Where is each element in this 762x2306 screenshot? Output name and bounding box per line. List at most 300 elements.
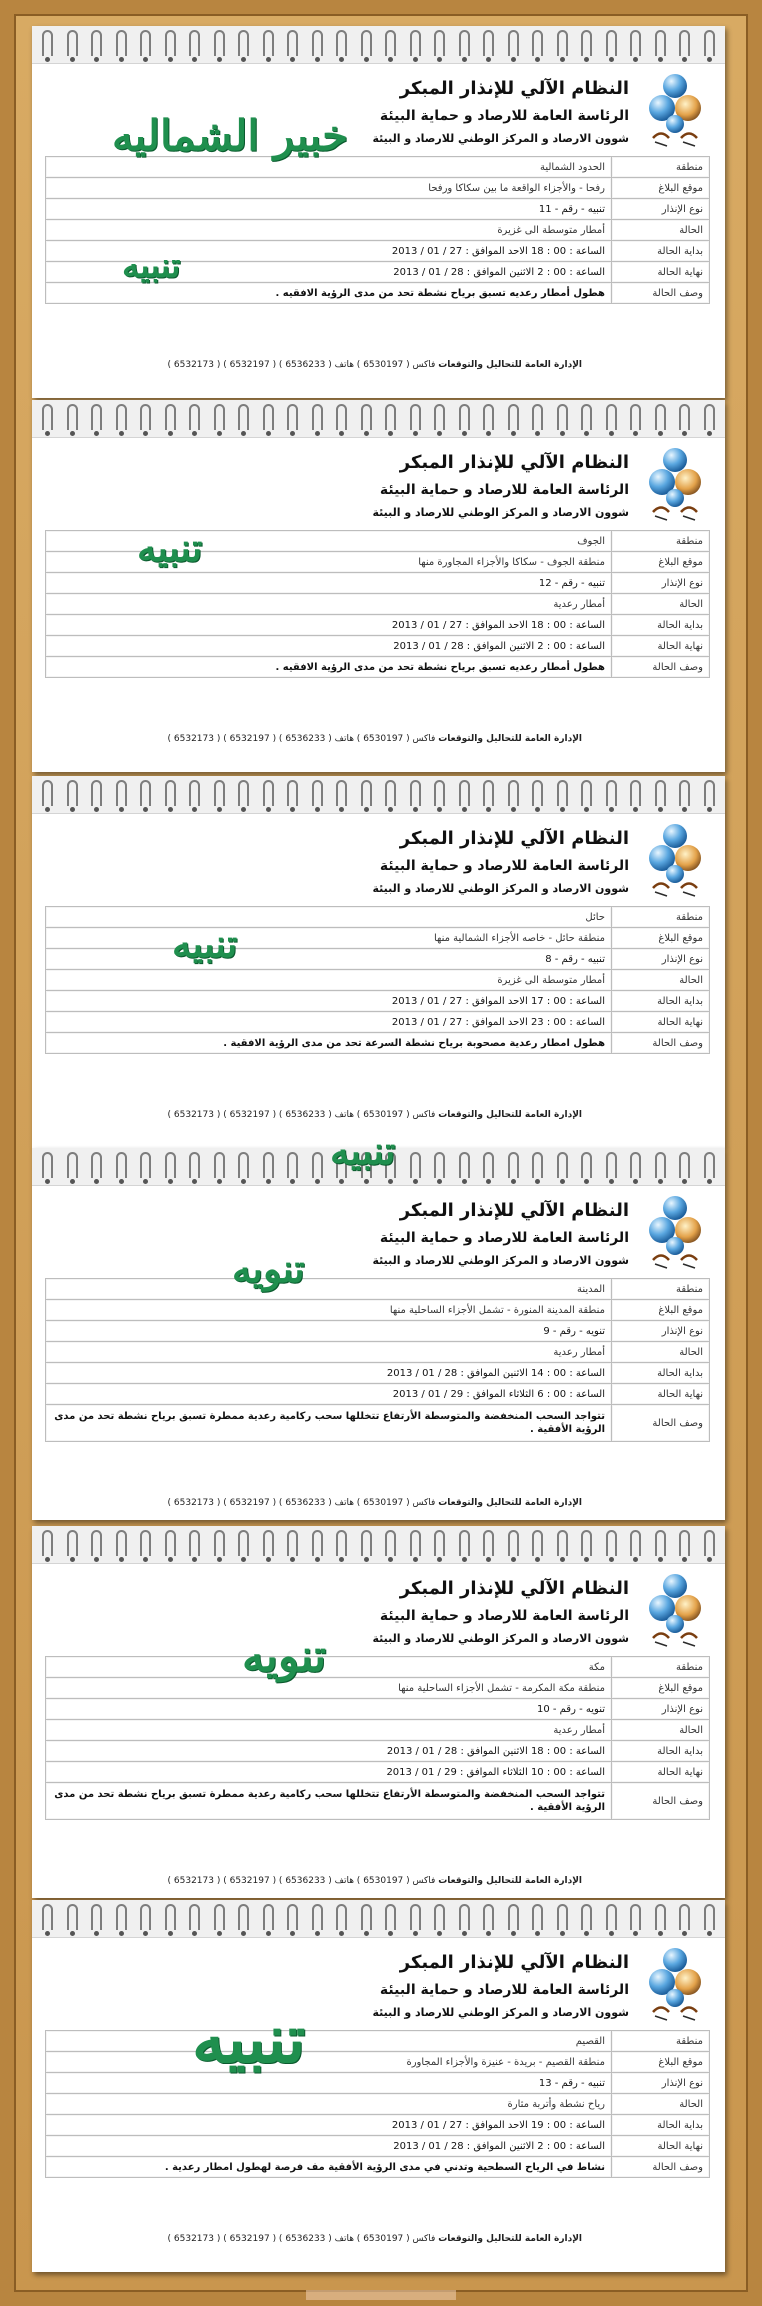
card-content xyxy=(32,1938,725,2272)
binding-ring xyxy=(42,404,53,430)
info-row xyxy=(46,2052,710,2073)
field-value-region: مكة xyxy=(46,1657,612,1678)
system-title: النظام الآلي للإنذار المبكر xyxy=(399,78,629,99)
field-value-location: منطقة الجوف - سكاكا والأجزاء المجاورة منها xyxy=(46,552,612,573)
binding-ring xyxy=(581,1530,592,1556)
binding-ring xyxy=(361,1904,372,1930)
field-label: نهاية الحالة xyxy=(612,636,710,657)
binding-ring xyxy=(336,780,347,806)
binding-ring xyxy=(165,30,176,56)
info-row xyxy=(46,949,710,970)
binding-ring xyxy=(410,1904,421,1930)
binding-ring xyxy=(483,780,494,806)
agency-title: الرئاسة العامة للارصاد و حماية البيئة xyxy=(379,1230,629,1246)
binding-ring xyxy=(655,780,666,806)
binding-ring xyxy=(140,404,151,430)
info-row xyxy=(46,594,710,615)
binding-ring xyxy=(91,1904,102,1930)
info-row xyxy=(46,178,710,199)
field-label: نوع الإنذار xyxy=(612,199,710,220)
field-label: بداية الحالة xyxy=(612,1741,710,1762)
binding-ring xyxy=(655,404,666,430)
binding-ring xyxy=(581,780,592,806)
binding-ring xyxy=(606,1152,617,1178)
field-value-end: الساعة : 00 : 10 الثلاثاء الموافق : 29 / 01 / 2013 xyxy=(46,1762,612,1783)
stamp-annotation: خبير الشماليه xyxy=(112,111,349,160)
binding-ring xyxy=(91,30,102,56)
stamp-annotation: تنويه xyxy=(242,1631,327,1682)
binding-ring xyxy=(116,30,127,56)
field-value-start: الساعة : 00 : 14 الاثنين الموافق : 28 / 01 / 2013 xyxy=(46,1363,612,1384)
field-label: نهاية الحالة xyxy=(612,2136,710,2157)
field-label: منطقة xyxy=(612,1657,710,1678)
info-row xyxy=(46,1720,710,1741)
binding-ring xyxy=(581,404,592,430)
info-row xyxy=(46,1363,710,1384)
card-header xyxy=(372,1574,629,1650)
binding-ring xyxy=(532,780,543,806)
binding-ring xyxy=(459,1530,470,1556)
binding-ring xyxy=(679,1152,690,1178)
agency-title: الرئاسة العامة للارصاد و حماية البيئة xyxy=(379,858,629,874)
system-title: النظام الآلي للإنذار المبكر xyxy=(399,1952,629,1973)
binding-ring xyxy=(483,30,494,56)
binding-ring xyxy=(410,1152,421,1178)
field-value-location: رفحا - والأجزاء الواقعة ما بين سكاكا ورفحا xyxy=(46,178,612,199)
footer-contacts: فاكس ( 6530197 ) هاتف ( 6536233 ) ( 6532197 ) ( 6532173 ) xyxy=(167,1876,436,1886)
alert-table xyxy=(45,906,710,1054)
binding-ring xyxy=(385,1904,396,1930)
field-value-condition: أمطار رعدية xyxy=(46,1342,612,1363)
binding-ring xyxy=(263,1530,274,1556)
field-label: موقع البلاغ xyxy=(612,178,710,199)
field-label: نهاية الحالة xyxy=(612,1384,710,1405)
field-value-location: منطقة القصيم - بريدة - عنيزة والأجزاء المجاورة xyxy=(46,2052,612,2073)
binding-ring xyxy=(42,1530,53,1556)
department-title: شوون الارصاد و المركز الوطني للارصاد و البيئة xyxy=(372,132,629,145)
field-label: وصف الحالة xyxy=(612,283,710,304)
info-row xyxy=(46,1741,710,1762)
field-value-start: الساعة : 00 : 18 الاثنين الموافق : 28 / 01 / 2013 xyxy=(46,1741,612,1762)
department-title: شوون الارصاد و المركز الوطني للارصاد و البيئة xyxy=(372,2006,629,2019)
binding-ring xyxy=(434,404,445,430)
field-label: نهاية الحالة xyxy=(612,1762,710,1783)
binding-ring xyxy=(312,780,323,806)
field-value-region: القصيم xyxy=(46,2031,612,2052)
binding-ring xyxy=(214,30,225,56)
binding-ring xyxy=(67,1152,78,1178)
spiral-binding xyxy=(32,1900,725,1938)
alert-card xyxy=(32,1526,725,1898)
alert-card xyxy=(32,776,725,1148)
card-footer xyxy=(168,2234,582,2244)
logo-icon xyxy=(645,1946,705,2026)
binding-ring xyxy=(704,780,715,806)
binding-ring xyxy=(336,1904,347,1930)
binding-ring xyxy=(704,1152,715,1178)
card-content xyxy=(32,438,725,772)
field-label: منطقة xyxy=(612,2031,710,2052)
department-title: شوون الارصاد و المركز الوطني للارصاد و البيئة xyxy=(372,506,629,519)
alert-card xyxy=(32,400,725,772)
binding-ring xyxy=(336,1530,347,1556)
spiral-binding xyxy=(32,1526,725,1564)
card-header xyxy=(372,1196,629,1272)
field-value-alert-type: تنبيه - رقم - 12 xyxy=(46,573,612,594)
binding-ring xyxy=(91,1530,102,1556)
info-row xyxy=(46,615,710,636)
binding-ring xyxy=(67,780,78,806)
department-title: شوون الارصاد و المركز الوطني للارصاد و البيئة xyxy=(372,882,629,895)
field-label: الحالة xyxy=(612,220,710,241)
spiral-binding xyxy=(32,26,725,64)
field-value-end: الساعة : 00 : 6 الثلاثاء الموافق : 29 / 01 / 2013 xyxy=(46,1384,612,1405)
field-value-description: هطول أمطار رعديه تسبق برياح نشطة تحد من مدى الرؤية الافقيه . xyxy=(46,283,612,304)
field-value-region: المدينة xyxy=(46,1279,612,1300)
field-label: الحالة xyxy=(612,594,710,615)
field-label: منطقة xyxy=(612,907,710,928)
info-row xyxy=(46,1657,710,1678)
field-value-alert-type: تنويه - رقم - 9 xyxy=(46,1321,612,1342)
binding-ring xyxy=(312,1152,323,1178)
field-label: منطقة xyxy=(612,1279,710,1300)
field-label: الحالة xyxy=(612,2094,710,2115)
stamp-annotation: تنويه xyxy=(232,1246,305,1291)
footer-contacts: فاكس ( 6530197 ) هاتف ( 6536233 ) ( 6532197 ) ( 6532173 ) xyxy=(167,2234,436,2244)
binding-ring xyxy=(459,404,470,430)
field-value-location: منطقة حائل - خاصه الأجزاء الشمالية منها xyxy=(46,928,612,949)
info-row xyxy=(46,2136,710,2157)
binding-ring xyxy=(606,780,617,806)
binding-ring xyxy=(581,30,592,56)
binding-ring xyxy=(410,404,421,430)
card-footer xyxy=(168,360,582,370)
binding-ring xyxy=(532,1530,543,1556)
department-title: شوون الارصاد و المركز الوطني للارصاد و البيئة xyxy=(372,1632,629,1645)
field-value-alert-type: تنبيه - رقم - 13 xyxy=(46,2073,612,2094)
card-header xyxy=(372,824,629,900)
field-value-location: منطقة مكة المكرمة - تشمل الأجزاء الساحلية منها xyxy=(46,1678,612,1699)
field-value-description: هطول أمطار رعديه تسبق برياح نشطة تحد من مدى الرؤية الافقيه . xyxy=(46,657,612,678)
binding-ring xyxy=(116,780,127,806)
card-header xyxy=(372,448,629,524)
info-row xyxy=(46,1033,710,1054)
info-row xyxy=(46,1699,710,1720)
binding-ring xyxy=(630,780,641,806)
info-row xyxy=(46,573,710,594)
info-row xyxy=(46,2094,710,2115)
info-row xyxy=(46,1405,710,1442)
field-label: بداية الحالة xyxy=(612,1363,710,1384)
binding-ring xyxy=(214,404,225,430)
field-label: وصف الحالة xyxy=(612,1405,710,1442)
footer-department: الإدارة العامة للتحاليل والتوقعات xyxy=(438,734,582,744)
card-content xyxy=(32,1186,725,1520)
field-value-condition: أمطار رعدية xyxy=(46,594,612,615)
binding-ring xyxy=(189,1152,200,1178)
binding-ring xyxy=(557,1152,568,1178)
field-label: موقع البلاغ xyxy=(612,1300,710,1321)
field-label: منطقة xyxy=(612,531,710,552)
binding-ring xyxy=(508,1904,519,1930)
field-value-region: الحدود الشمالية xyxy=(46,157,612,178)
info-row xyxy=(46,970,710,991)
logo-icon xyxy=(645,446,705,526)
info-row xyxy=(46,2115,710,2136)
binding-ring xyxy=(434,1152,445,1178)
field-label: وصف الحالة xyxy=(612,1783,710,1820)
binding-ring xyxy=(312,404,323,430)
field-label: بداية الحالة xyxy=(612,615,710,636)
alert-card xyxy=(32,26,725,398)
alert-card xyxy=(32,1900,725,2272)
stamp-annotation: تنبيه xyxy=(137,525,203,570)
binding-ring xyxy=(165,1152,176,1178)
agency-title: الرئاسة العامة للارصاد و حماية البيئة xyxy=(379,108,629,124)
field-value-start: الساعة : 00 : 18 الاحد الموافق : 27 / 01 / 2013 xyxy=(46,241,612,262)
binding-ring xyxy=(336,30,347,56)
binding-ring xyxy=(67,404,78,430)
binding-ring xyxy=(42,1904,53,1930)
binding-ring xyxy=(385,1530,396,1556)
binding-ring xyxy=(214,1152,225,1178)
binding-ring xyxy=(238,1152,249,1178)
binding-ring xyxy=(483,404,494,430)
binding-ring xyxy=(679,1530,690,1556)
field-label: موقع البلاغ xyxy=(612,1678,710,1699)
binding-ring xyxy=(606,404,617,430)
spiral-binding xyxy=(32,776,725,814)
binding-ring xyxy=(410,780,421,806)
system-title: النظام الآلي للإنذار المبكر xyxy=(399,1578,629,1599)
stamp-annotation: تنبيه xyxy=(192,2000,306,2078)
binding-ring xyxy=(361,1530,372,1556)
info-row xyxy=(46,1300,710,1321)
binding-ring xyxy=(434,780,445,806)
card-content xyxy=(32,814,725,1148)
binding-ring xyxy=(116,404,127,430)
field-value-description: هطول امطار رعدية مصحوبة برياح نشطة السرعة تحد من مدى الرؤية الافقية . xyxy=(46,1033,612,1054)
binding-ring xyxy=(606,30,617,56)
department-title: شوون الارصاد و المركز الوطني للارصاد و البيئة xyxy=(372,1254,629,1267)
field-value-alert-type: تنبيه - رقم - 11 xyxy=(46,199,612,220)
binding-ring xyxy=(287,1530,298,1556)
field-label: منطقة xyxy=(612,157,710,178)
logo-icon xyxy=(645,822,705,902)
binding-ring xyxy=(214,780,225,806)
binding-ring xyxy=(287,1152,298,1178)
binding-ring xyxy=(557,780,568,806)
binding-ring xyxy=(508,30,519,56)
binding-ring xyxy=(557,1530,568,1556)
footer-contacts: فاكس ( 6530197 ) هاتف ( 6536233 ) ( 6532197 ) ( 6532173 ) xyxy=(167,734,436,744)
binding-ring xyxy=(263,1904,274,1930)
field-label: نهاية الحالة xyxy=(612,1012,710,1033)
info-row xyxy=(46,1321,710,1342)
agency-title: الرئاسة العامة للارصاد و حماية البيئة xyxy=(379,1608,629,1624)
card-footer xyxy=(168,1876,582,1886)
field-value-region: الجوف xyxy=(46,531,612,552)
alert-table xyxy=(45,1656,710,1820)
card-footer xyxy=(168,734,582,744)
field-value-description: تتواجد السحب المنخفضة والمتوسطة الأرتفاع تتخللها سحب ركامية رعدية ممطرة تسبق برياح نشطة تحد من مدى الرؤية الأفقية . xyxy=(46,1405,612,1442)
binding-ring xyxy=(116,1904,127,1930)
binding-ring xyxy=(116,1152,127,1178)
binding-ring xyxy=(410,1530,421,1556)
info-row xyxy=(46,991,710,1012)
stray-stamp: تنبيه xyxy=(330,1128,396,1173)
binding-ring xyxy=(238,1530,249,1556)
binding-ring xyxy=(336,404,347,430)
field-label: وصف الحالة xyxy=(612,2157,710,2178)
binding-ring xyxy=(581,1152,592,1178)
info-row xyxy=(46,1012,710,1033)
field-value-end: الساعة : 00 : 2 الاثنين الموافق : 28 / 01 / 2013 xyxy=(46,2136,612,2157)
binding-ring xyxy=(263,780,274,806)
binding-ring xyxy=(630,30,641,56)
footer-contacts: فاكس ( 6530197 ) هاتف ( 6536233 ) ( 6532197 ) ( 6532173 ) xyxy=(167,1110,436,1120)
field-value-description: نشاط في الرياح السطحية وتدني في مدى الرؤية الأفقية مف فرصة لهطول امطار رعدية . xyxy=(46,2157,612,2178)
spiral-binding xyxy=(32,400,725,438)
footer-department: الإدارة العامة للتحاليل والتوقعات xyxy=(438,1498,582,1508)
binding-ring xyxy=(189,30,200,56)
field-label: بداية الحالة xyxy=(612,241,710,262)
binding-ring xyxy=(704,1530,715,1556)
info-row xyxy=(46,220,710,241)
binding-ring xyxy=(557,404,568,430)
binding-ring xyxy=(410,30,421,56)
info-row xyxy=(46,1678,710,1699)
binding-ring xyxy=(385,404,396,430)
binding-ring xyxy=(165,404,176,430)
card-header xyxy=(372,74,629,150)
binding-ring xyxy=(581,1904,592,1930)
binding-ring xyxy=(434,1530,445,1556)
binding-ring xyxy=(508,1530,519,1556)
binding-ring xyxy=(312,1530,323,1556)
field-label: نوع الإنذار xyxy=(612,2073,710,2094)
binding-ring xyxy=(91,404,102,430)
binding-ring xyxy=(655,30,666,56)
binding-ring xyxy=(385,30,396,56)
binding-ring xyxy=(679,780,690,806)
binding-ring xyxy=(704,404,715,430)
binding-ring xyxy=(67,1904,78,1930)
field-label: وصف الحالة xyxy=(612,1033,710,1054)
logo-icon xyxy=(645,1194,705,1274)
binding-ring xyxy=(532,404,543,430)
field-label: نوع الإنذار xyxy=(612,1699,710,1720)
footer-contacts: فاكس ( 6530197 ) هاتف ( 6536233 ) ( 6532197 ) ( 6532173 ) xyxy=(167,1498,436,1508)
binding-ring xyxy=(361,30,372,56)
field-value-location: منطقة المدينة المنورة - تشمل الأجزاء الساحلية منها xyxy=(46,1300,612,1321)
field-label: وصف الحالة xyxy=(612,657,710,678)
agency-title: الرئاسة العامة للارصاد و حماية البيئة xyxy=(379,482,629,498)
binding-ring xyxy=(606,1904,617,1930)
info-row xyxy=(46,1342,710,1363)
binding-ring xyxy=(42,30,53,56)
info-row xyxy=(46,2073,710,2094)
footer-department: الإدارة العامة للتحاليل والتوقعات xyxy=(438,360,582,370)
info-row xyxy=(46,1783,710,1820)
binding-ring xyxy=(434,1904,445,1930)
binding-ring xyxy=(459,780,470,806)
field-value-start: الساعة : 00 : 19 الاحد الموافق : 27 / 01 / 2013 xyxy=(46,2115,612,2136)
binding-ring xyxy=(165,1904,176,1930)
field-value-condition: أمطار متوسطة الى غزيرة xyxy=(46,970,612,991)
binding-ring xyxy=(532,30,543,56)
binding-ring xyxy=(508,780,519,806)
system-title: النظام الآلي للإنذار المبكر xyxy=(399,1200,629,1221)
binding-ring xyxy=(704,1904,715,1930)
binding-ring xyxy=(679,1904,690,1930)
system-title: النظام الآلي للإنذار المبكر xyxy=(399,452,629,473)
field-value-end: الساعة : 00 : 2 الاثنين الموافق : 28 / 01 / 2013 xyxy=(46,262,612,283)
info-row xyxy=(46,2031,710,2052)
binding-ring xyxy=(263,30,274,56)
binding-ring xyxy=(483,1904,494,1930)
info-row xyxy=(46,636,710,657)
binding-ring xyxy=(532,1904,543,1930)
binding-ring xyxy=(238,780,249,806)
binding-ring xyxy=(508,404,519,430)
card-content xyxy=(32,1564,725,1898)
binding-ring xyxy=(434,30,445,56)
alert-card xyxy=(32,1148,725,1520)
binding-ring xyxy=(165,780,176,806)
binding-ring xyxy=(459,1152,470,1178)
binding-ring xyxy=(606,1530,617,1556)
binding-ring xyxy=(630,1904,641,1930)
binding-ring xyxy=(557,30,568,56)
binding-ring xyxy=(91,1152,102,1178)
logo-icon xyxy=(645,1572,705,1652)
card-header xyxy=(372,1948,629,2024)
binding-ring xyxy=(140,1152,151,1178)
binding-ring xyxy=(679,30,690,56)
footer-department: الإدارة العامة للتحاليل والتوقعات xyxy=(438,2234,582,2244)
binding-ring xyxy=(42,780,53,806)
binding-ring xyxy=(655,1904,666,1930)
field-label: الحالة xyxy=(612,970,710,991)
binding-ring xyxy=(630,1152,641,1178)
binding-ring xyxy=(189,780,200,806)
binding-ring xyxy=(287,30,298,56)
field-value-description: تتواجد السحب المنخفضة والمتوسطة الأرتفاع تتخللها سحب ركامية رعدية ممطرة تسبق برياح نشطة تحد من مدى الرؤية الأفقية . xyxy=(46,1783,612,1820)
field-value-alert-type: تنويه - رقم - 10 xyxy=(46,1699,612,1720)
binding-ring xyxy=(287,1904,298,1930)
binding-ring xyxy=(214,1904,225,1930)
binding-ring xyxy=(189,1530,200,1556)
binding-ring xyxy=(140,1530,151,1556)
binding-ring xyxy=(630,1530,641,1556)
field-value-region: حائل xyxy=(46,907,612,928)
binding-ring xyxy=(189,404,200,430)
logo-icon xyxy=(645,72,705,152)
binding-ring xyxy=(312,1904,323,1930)
info-row xyxy=(46,1279,710,1300)
field-label: موقع البلاغ xyxy=(612,2052,710,2073)
binding-ring xyxy=(459,1904,470,1930)
binding-ring xyxy=(483,1152,494,1178)
field-label: موقع البلاغ xyxy=(612,928,710,949)
footer-department: الإدارة العامة للتحاليل والتوقعات xyxy=(438,1876,582,1886)
field-value-end: الساعة : 00 : 2 الاثنين الموافق : 28 / 01 / 2013 xyxy=(46,636,612,657)
binding-ring xyxy=(361,404,372,430)
binding-ring xyxy=(655,1530,666,1556)
field-value-start: الساعة : 00 : 18 الاحد الموافق : 27 / 01 / 2013 xyxy=(46,615,612,636)
binding-ring xyxy=(483,1530,494,1556)
